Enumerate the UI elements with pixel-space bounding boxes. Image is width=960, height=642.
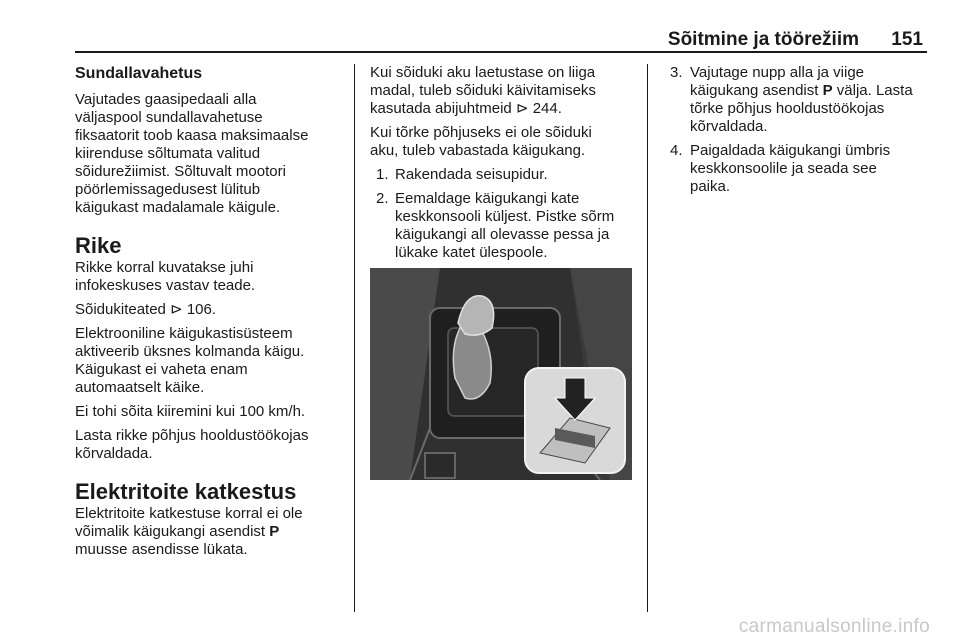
header-title: Sõitmine ja töörežiim — [667, 29, 859, 50]
list-item — [370, 166, 635, 184]
step-text: Paigaldada käigukangi ümbris keskkonsoolile ja seada see paika. — [690, 142, 891, 195]
paragraph — [75, 505, 343, 559]
bold-gear-p: P — [822, 82, 833, 99]
step-text: välja. Lasta tõrke põhjus hooldustöökojas kõrvaldada. — [690, 82, 913, 135]
cross-reference — [75, 301, 343, 319]
reference-arrow-icon: ⊳ — [515, 100, 529, 117]
paragraph — [370, 64, 635, 118]
step-text: Rakendada seisupidur. — [395, 166, 548, 183]
column-divider — [354, 64, 355, 612]
step-number: 3. — [670, 64, 683, 81]
step-number: 1. — [376, 166, 389, 183]
step-text: Vajutage nupp alla ja viige käigukang asendist — [690, 64, 865, 99]
reference-text: Sõidukiteated — [75, 301, 166, 318]
column-divider — [647, 64, 648, 612]
step-text: Eemaldage käigukangi kate keskkonsooli küljest. Pistke sõrm käigukangi all olevasse pessa ja lükake katet ülespoole. — [395, 190, 615, 261]
column-left — [75, 64, 343, 565]
step-number: 2. — [376, 190, 389, 207]
paragraph: Lasta rikke põhjus hooldustöökojas kõrvaldada. — [75, 427, 309, 462]
list-item — [370, 190, 635, 262]
reference-page: 244. — [532, 100, 562, 117]
paragraph: Kui tõrke põhjuseks ei ole sõiduki aku, tuleb vabastada käigukang. — [370, 124, 592, 159]
paragraph: Ei tohi sõita kiiremini kui 100 km/h. — [75, 403, 306, 420]
reference-arrow-icon: ⊳ — [170, 301, 183, 318]
section-heading-power-failure: Elektritoite katkestus — [75, 479, 297, 504]
steps-list — [668, 64, 930, 196]
bold-gear-p: P — [269, 523, 280, 540]
paragraph: Rikke korral kuvatakse juhi infokeskuses vastav teade. — [75, 259, 256, 294]
steps-list — [370, 166, 635, 262]
list-item — [668, 142, 930, 196]
watermark: carmanualsonline.info — [738, 616, 930, 637]
text-run: Elektritoite katkestuse korral ei ole võimalik käigukangi asendist — [75, 505, 303, 540]
reference-page: 106. — [186, 301, 217, 318]
text-run: muusse asendisse lükata. — [75, 541, 248, 558]
paragraph: Elektrooniline käigukastisüsteem aktiveerib üksnes kolmanda käigu. Käigukast ei vaheta enam automaatselt käike. — [75, 325, 305, 396]
gear-lever-illustration — [370, 268, 632, 480]
paragraph: Vajutades gaasipedaali alla väljaspool sundallavahetuse fiksaatorit toob kaasa maksimaalse kiirenduse sõltumata valitud sõidurežiimist. Sõltuvalt mootori pöörlemissagedusest lülitub käigukast madalamale käigule. — [75, 91, 309, 216]
page-number: 151 — [891, 29, 923, 50]
section-heading-sundallavahetus: Sundallavahetus — [75, 65, 203, 82]
section-heading-rike: Rike — [75, 233, 122, 258]
gear-console-drawing — [370, 268, 632, 480]
text-run: Kui sõiduki aku laetustase on liiga madal, tuleb sõiduki käivitamiseks kasutada abijuhtmeid — [370, 64, 596, 117]
step-number: 4. — [670, 142, 683, 159]
header-rule — [75, 51, 927, 53]
list-item — [668, 64, 930, 136]
column-middle — [370, 64, 635, 480]
page-header — [75, 26, 927, 52]
column-right — [668, 64, 930, 202]
